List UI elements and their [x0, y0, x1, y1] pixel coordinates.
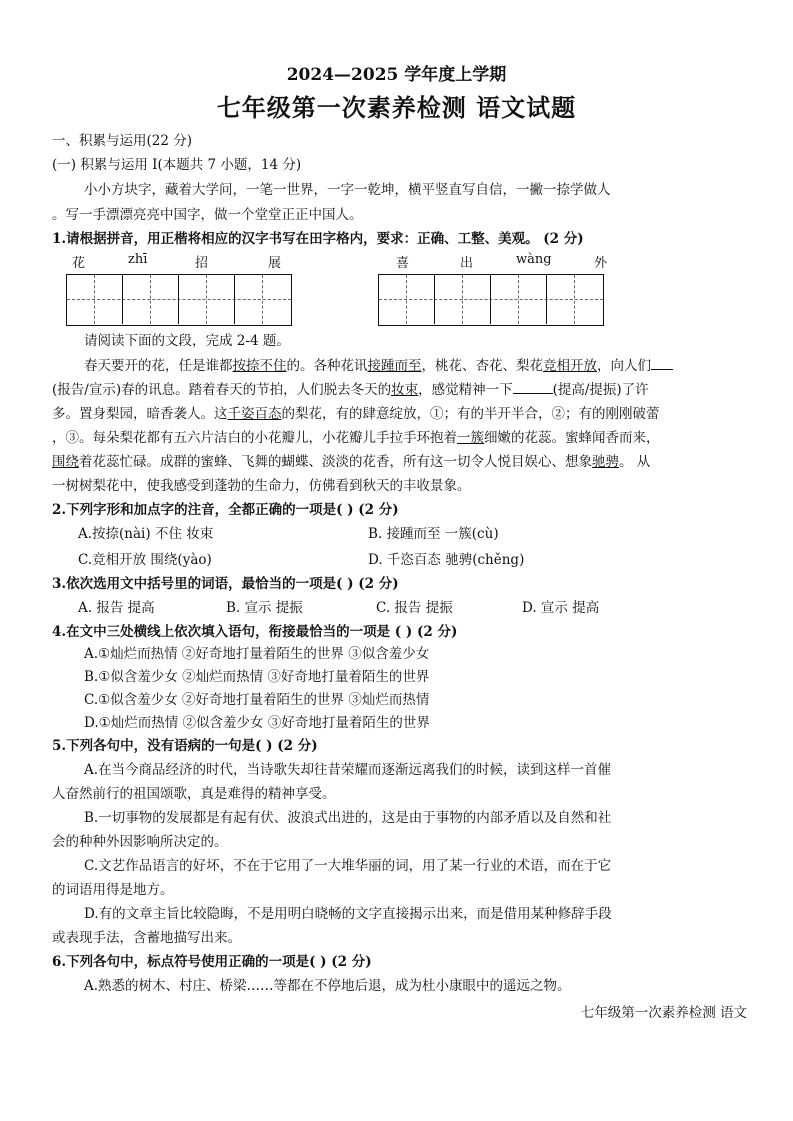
pinyin-left-4: 展 [268, 256, 282, 271]
passage-line-1: 春天要开的花，任是谁都按捺不住的。各种花讯接踵而至，桃花、杏花、梨花竞相开放，向人们 [84, 357, 673, 375]
passage-lead: 请阅读下面的文段，完成 2-4 题。 [84, 333, 290, 349]
passage-line-5: 围绕着花蕊忙碌。成群的蜜蜂、飞舞的蝴蝶、淡淡的花香，所有这一切令人悦目娱心、想象驰骋。 从 [52, 454, 651, 470]
q3-option-d[interactable]: D. 宣示 提高 [522, 600, 600, 616]
blank-2[interactable] [513, 381, 553, 394]
blank-1[interactable] [651, 357, 673, 370]
part-heading: (一) 积累与运用 I(本题共 7 小题，14 分) [52, 157, 302, 173]
q3-option-a[interactable]: A. 报告 提高 [78, 600, 155, 616]
pinyin-right-1: 喜 [396, 256, 410, 271]
q4-stem: 4.在文中三处横线上依次填入语句，衔接最恰当的一项是 ( ) (2 分) [52, 624, 458, 640]
q1-stem: 1.请根据拼音，用正楷将相应的汉字书写在田字格内，要求：正确、工整、美观。 (2 分) [52, 231, 584, 247]
q3-option-c[interactable]: C. 报告 提振 [376, 600, 453, 616]
pinyin-left-2: zhī [128, 252, 148, 267]
q6-stem: 6.下列各句中，标点符号使用正确的一项是( ) (2 分) [52, 954, 372, 970]
q5-option-c-line2: 的词语用得是地方。 [52, 882, 174, 898]
q3-stem: 3.依次选用文中括号里的词语，最恰当的一项是( ) (2 分) [52, 576, 399, 592]
q2-option-b[interactable]: B. 接踵而至 一簇(cù) [368, 526, 499, 542]
q3-option-b[interactable]: B. 宣示 提振 [226, 600, 303, 616]
page-footer: 七年级第一次素养检测 语文 [580, 1005, 747, 1021]
q5-option-d-line1[interactable]: D.有的文章主旨比较隐晦，不是用明白晓畅的文字直接揭示出来，而是借用某种修辞手段 [84, 906, 612, 922]
intro-line-1: 小小方块字，藏着大学问，一笔一世界，一字一乾坤，横平竖直写自信，一撇一捺学做人 [84, 182, 611, 198]
q5-stem: 5.下列各句中，没有语病的一句是( ) (2 分) [52, 738, 318, 754]
passage-line-4: ，③。每朵梨花都有五六片洁白的小花瓣儿，小花瓣儿手拉手环抱着一簇细嫩的花蕊。蜜蜂闻香而来， [52, 430, 660, 446]
writing-grid-left[interactable] [66, 274, 292, 326]
q5-option-a-line2: 人奋然前行的祖国颂歌，真是难得的精神享受。 [52, 786, 336, 802]
q5-option-a-line1[interactable]: A.在当今商品经济的时代，当诗歌失却往昔荣耀而逐渐远离我们的时候，读到这样一首催 [84, 762, 612, 778]
passage-line-3: 多。置身梨园，暗香袭人。这千姿百态的梨花，有的肆意绽放，①；有的半开半合，②；有的刚刚破蕾 [52, 406, 660, 422]
exam-title: 七年级第一次素养检测 语文试题 [216, 93, 577, 122]
q5-option-d-line2: 或表现手法，含蓄地描写出来。 [52, 930, 241, 946]
year-line: 2024—2025 学年度上学期 [286, 65, 507, 85]
writing-grid-right[interactable] [378, 274, 604, 326]
q5-option-b-line1[interactable]: B.一切事物的发展都是有起有伏、波浪式出进的，这是由于事物的内部矛盾以及自然和社 [84, 810, 612, 826]
passage-line-2: (报告/宣示)春的讯息。踏着春天的节拍，人们脱去冬天的妆束，感觉精神一下 (提高/提振)了许 [52, 382, 649, 398]
q4-option-c[interactable]: C.①似含羞少女 ②好奇地打量着陌生的世界 ③灿烂而热情 [84, 692, 430, 708]
q4-option-a[interactable]: A.①灿烂而热情 ②好奇地打量着陌生的世界 ③似含羞少女 [84, 646, 430, 662]
q5-option-c-line1[interactable]: C.文艺作品语言的好坏，不在于它用了一大堆华丽的词，用了某一行业的术语，而在于它 [84, 858, 612, 874]
pinyin-left-1: 花 [72, 256, 86, 271]
q5-option-b-line2: 会的种种外因影响所决定的。 [52, 834, 228, 850]
q6-option-a[interactable]: A.熟悉的树木、村庄、桥梁……等都在不停地后退，成为杜小康眼中的遥远之物。 [84, 978, 571, 994]
pinyin-right-3: wàng [516, 252, 552, 267]
q2-option-c[interactable]: C.竞相开放 围绕(yào) [78, 552, 212, 568]
q4-option-b[interactable]: B.①似含羞少女 ②灿烂而热情 ③好奇地打量着陌生的世界 [84, 669, 430, 685]
passage-line-6: 一树树梨花中，使我感受到蓬勃的生命力，仿佛看到秋天的丰收景象。 [52, 478, 471, 494]
section-heading: 一、积累与运用(22 分) [52, 133, 193, 149]
pinyin-right-4: 外 [594, 256, 608, 271]
pinyin-right-2: 出 [460, 256, 474, 271]
pinyin-left-3: 招 [195, 256, 209, 271]
q4-option-d[interactable]: D.①灿烂而热情 ②似含羞少女 ③好奇地打量着陌生的世界 [84, 715, 430, 731]
q2-option-a[interactable]: A.按捺(nài) 不住 妆束 [78, 526, 214, 542]
q2-stem: 2.下列字形和加点字的注音，全都正确的一项是( ) (2 分) [52, 502, 399, 518]
q2-option-d[interactable]: D. 千恣百态 驰骋(chěng) [368, 552, 525, 568]
intro-line-2: 。写一手漂漂亮亮中国字，做一个堂堂正正中国人。 [52, 207, 363, 223]
